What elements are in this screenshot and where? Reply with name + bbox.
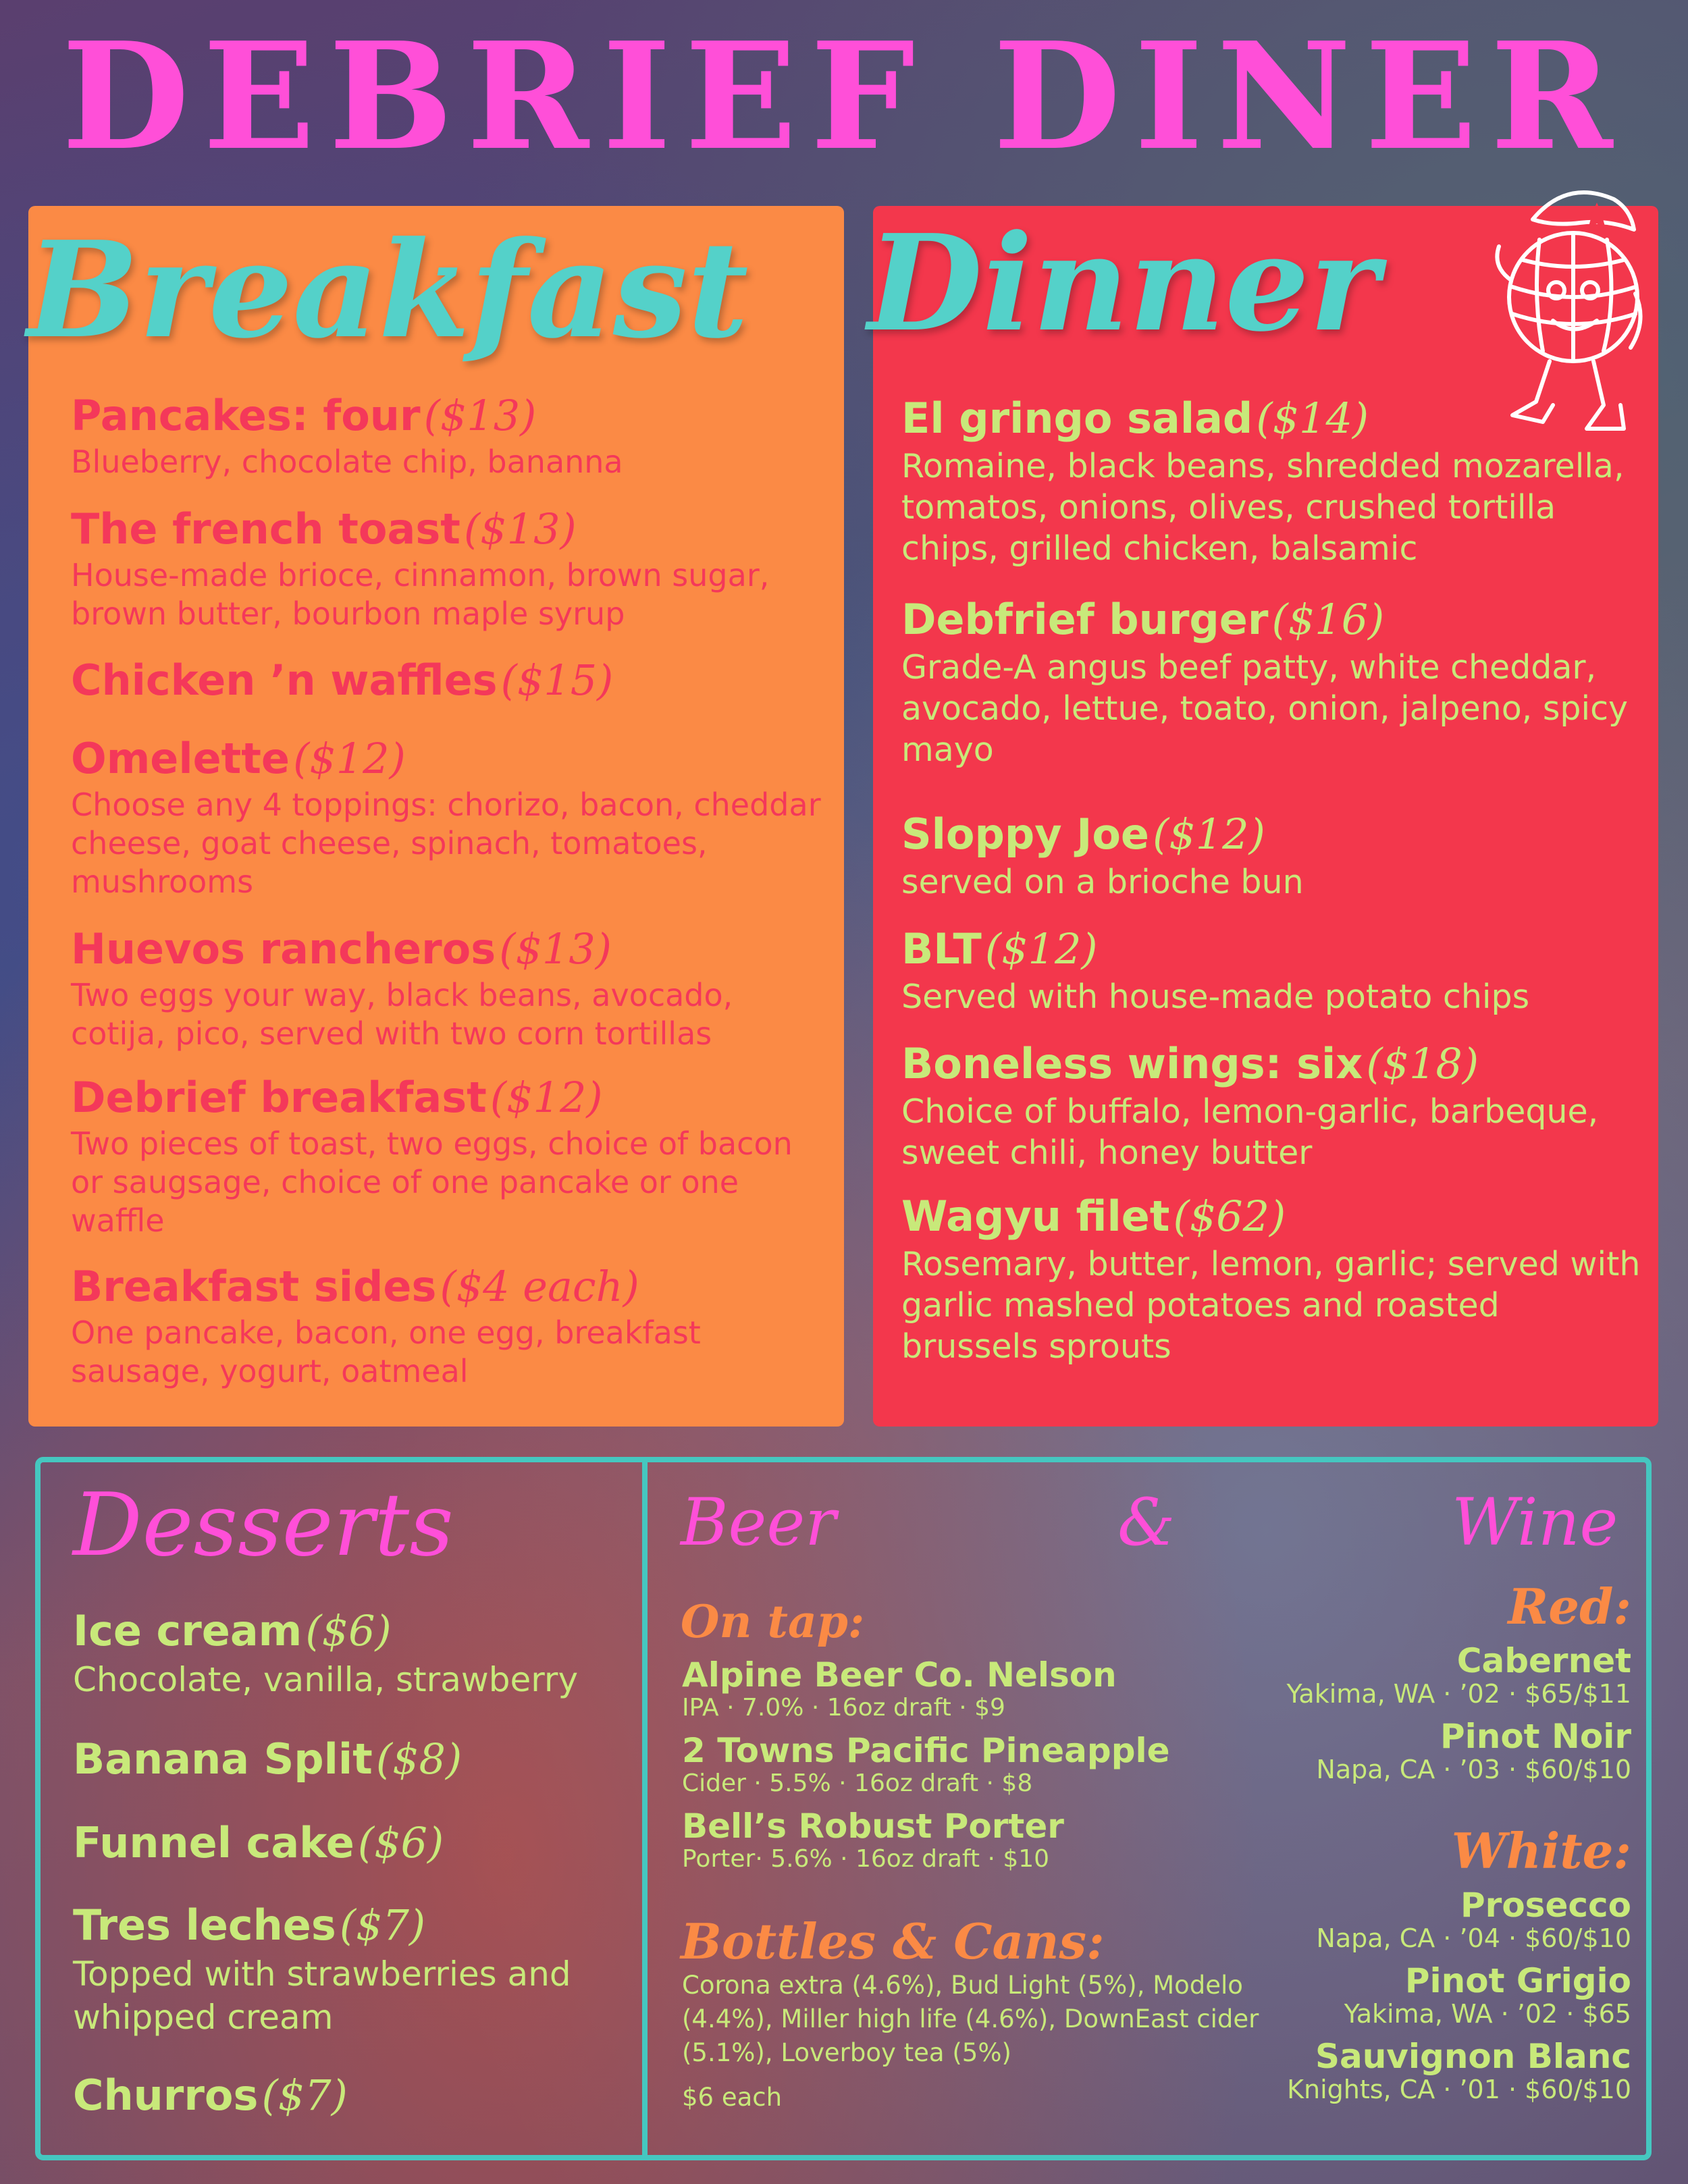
beer-name: 2 Towns Pacific Pineapple (682, 1731, 1170, 1770)
item-description: Chocolate, vanilla, strawberry (73, 1660, 579, 1699)
wine-name: Pinot Noir (1440, 1717, 1631, 1756)
wine-name: Cabernet (1456, 1641, 1631, 1680)
item-price: ($18) (1366, 1039, 1479, 1088)
wine-name: Pinot Grigio (1404, 1961, 1631, 2000)
item-price: ($15) (500, 656, 614, 705)
item-price: ($13) (463, 504, 577, 554)
item-price: ($13) (423, 391, 537, 440)
beer-name: Bell’s Robust Porter (682, 1807, 1064, 1846)
item-description: Two eggs your way, black beans, avocado, cotija, pico, served with two corn tortillas (71, 977, 733, 1052)
bottles-cans-heading: Bottles & Cans: (681, 1913, 1105, 1970)
item-price: ($6) (305, 1606, 392, 1655)
menu-item-el-gringo-salad (901, 393, 1644, 569)
item-price: ($8) (375, 1734, 463, 1784)
item-name: Sloppy Joe (901, 809, 1149, 859)
wine-details: Yakima, WA · ’02 · $65 (1344, 1999, 1631, 2029)
ampersand: & (1117, 1485, 1176, 1560)
menu-item-blt (901, 924, 1644, 1017)
tap-beer-item (682, 1731, 1170, 1797)
item-name: Boneless wings: six (901, 1039, 1363, 1088)
item-price: ($14) (1256, 394, 1369, 443)
item-description: Choice of buffalo, lemon-garlic, barbeque, sweet chili, honey butter (901, 1092, 1599, 1172)
menu-item-pancakes (71, 390, 827, 481)
wine-name: Prosecco (1460, 1886, 1631, 1925)
beer-heading: Beer (681, 1485, 837, 1560)
item-name: The french toast (71, 504, 460, 554)
item-name: Tres leches (73, 1900, 336, 1950)
item-name: Funnel cake (73, 1818, 354, 1867)
wine-item (1286, 1642, 1631, 1708)
item-price: ($12) (293, 734, 406, 783)
wine-details: Napa, CA · ’03 · $60/$10 (1316, 1755, 1631, 1784)
item-description: House-made brioce, cinnamon, brown sugar, brown butter, bourbon maple syrup (71, 557, 770, 632)
beer-details: Porter· 5.6% · 16oz draft · $10 (682, 1845, 1050, 1873)
menu-item-banana-split (73, 1734, 633, 1785)
menu-item-omelette (71, 733, 827, 901)
menu-item-breakfast-sides (71, 1261, 827, 1391)
item-price: ($16) (1271, 595, 1385, 644)
wine-item (1344, 1962, 1631, 2028)
item-name: Wagyu filet (901, 1192, 1170, 1241)
item-name: Churros (73, 2071, 259, 2120)
item-description: One pancake, bacon, one egg, breakfast sausage, yogurt, oatmeal (71, 1314, 701, 1389)
beer-details: Cider · 5.5% · 16oz draft · $8 (682, 1769, 1033, 1797)
item-name: Pancakes: four (71, 391, 421, 440)
wine-heading: Wine (1452, 1485, 1618, 1560)
bottles-cans-list: Corona extra (4.6%), Bud Light (5%), Modelo (4.4%), Miller high life (4.6%), DownEast cider (5.1%), Loverboy tea (5%) (682, 1971, 1259, 2067)
beer-name: Alpine Beer Co. Nelson (682, 1655, 1117, 1695)
item-price: ($13) (499, 924, 612, 974)
menu-item-debrief-breakfast (71, 1072, 827, 1240)
section-divider (642, 1461, 648, 2156)
menu-item-ice-cream (73, 1605, 633, 1701)
item-price: ($7) (261, 2071, 348, 2120)
item-price: ($6) (357, 1818, 444, 1867)
menu-item-boneless-wings (901, 1038, 1644, 1173)
item-name: Ice cream (73, 1606, 302, 1655)
bottles-price: $6 each (682, 2083, 783, 2112)
menu-item-tres-leches (73, 1900, 633, 2039)
menu-item-french-toast (71, 504, 827, 633)
wine-details: Yakima, WA · ’02 · $65/$11 (1286, 1679, 1631, 1709)
item-name: Omelette (71, 734, 290, 783)
item-name: El gringo salad (901, 394, 1253, 443)
on-tap-heading: On tap: (681, 1595, 865, 1648)
menu-item-sloppy-joe (901, 809, 1644, 903)
beer-details: IPA · 7.0% · 16oz draft · $9 (682, 1694, 1005, 1722)
item-description: Topped with strawberries and whipped cream (73, 1954, 571, 2037)
item-name: Debfrief burger (901, 595, 1269, 644)
item-price: ($4 each) (440, 1262, 639, 1311)
breakfast-heading: Breakfast (27, 213, 749, 368)
diner-title: DEBRIEF DINER (61, 10, 1627, 183)
item-price: ($62) (1173, 1192, 1286, 1241)
item-name: Huevos rancheros (71, 924, 496, 974)
tap-beer-item (682, 1807, 1064, 1873)
menu-item-chicken-waffles (71, 655, 827, 706)
menu-item-huevos-rancheros (71, 924, 827, 1053)
item-name: Debrief breakfast (71, 1073, 487, 1122)
white-wine-heading: White: (1451, 1822, 1631, 1880)
item-description: Grade-A angus beef patty, white cheddar, avocado, lettue, toato, onion, jalpeno, spicy mayo (901, 648, 1629, 769)
item-name: BLT (901, 924, 982, 974)
item-name: Banana Split (73, 1734, 373, 1784)
item-description: served on a brioche bun (901, 863, 1304, 901)
item-description: Served with house-made potato chips (901, 978, 1530, 1016)
item-description: Two pieces of toast, two eggs, choice of bacon or saugsage, choice of one pancake or one waffle (71, 1125, 793, 1239)
menu-item-debrief-burger (901, 594, 1644, 770)
dinner-heading: Dinner (868, 206, 1379, 361)
red-wine-heading: Red: (1508, 1578, 1631, 1635)
tap-beer-item (682, 1655, 1117, 1722)
item-name: Breakfast sides (71, 1262, 437, 1311)
wine-item (1287, 2037, 1631, 2104)
desserts-heading: Desserts (73, 1475, 454, 1576)
item-price: ($12) (984, 924, 1098, 974)
menu-item-churros (73, 2070, 633, 2121)
menu-item-funnel-cake (73, 1817, 633, 1869)
item-price: ($7) (339, 1900, 426, 1950)
item-description: Choose any 4 toppings: chorizo, bacon, cheddar cheese, goat cheese, spinach, tomatoes, mushrooms (71, 787, 821, 900)
wine-details: Knights, CA · ’01 · $60/$10 (1287, 2075, 1631, 2104)
wine-item (1316, 1886, 1631, 1952)
item-description: Blueberry, chocolate chip, bananna (71, 444, 623, 480)
item-description: Rosemary, butter, lemon, garlic; served with garlic mashed potatoes and roasted brussels sprouts (901, 1245, 1641, 1366)
item-price: ($12) (490, 1073, 603, 1122)
wine-name: Sauvignon Blanc (1315, 2037, 1631, 2076)
item-name: Chicken ’n waffles (71, 656, 498, 705)
wine-details: Napa, CA · ’04 · $60/$10 (1316, 1923, 1631, 1953)
item-price: ($12) (1153, 809, 1265, 859)
wine-item (1316, 1717, 1631, 1784)
menu-item-wagyu-filet (901, 1191, 1644, 1367)
item-description: Romaine, black beans, shredded mozarella, tomatos, onions, olives, crushed tortilla chips, grilled chicken, balsamic (901, 447, 1625, 568)
